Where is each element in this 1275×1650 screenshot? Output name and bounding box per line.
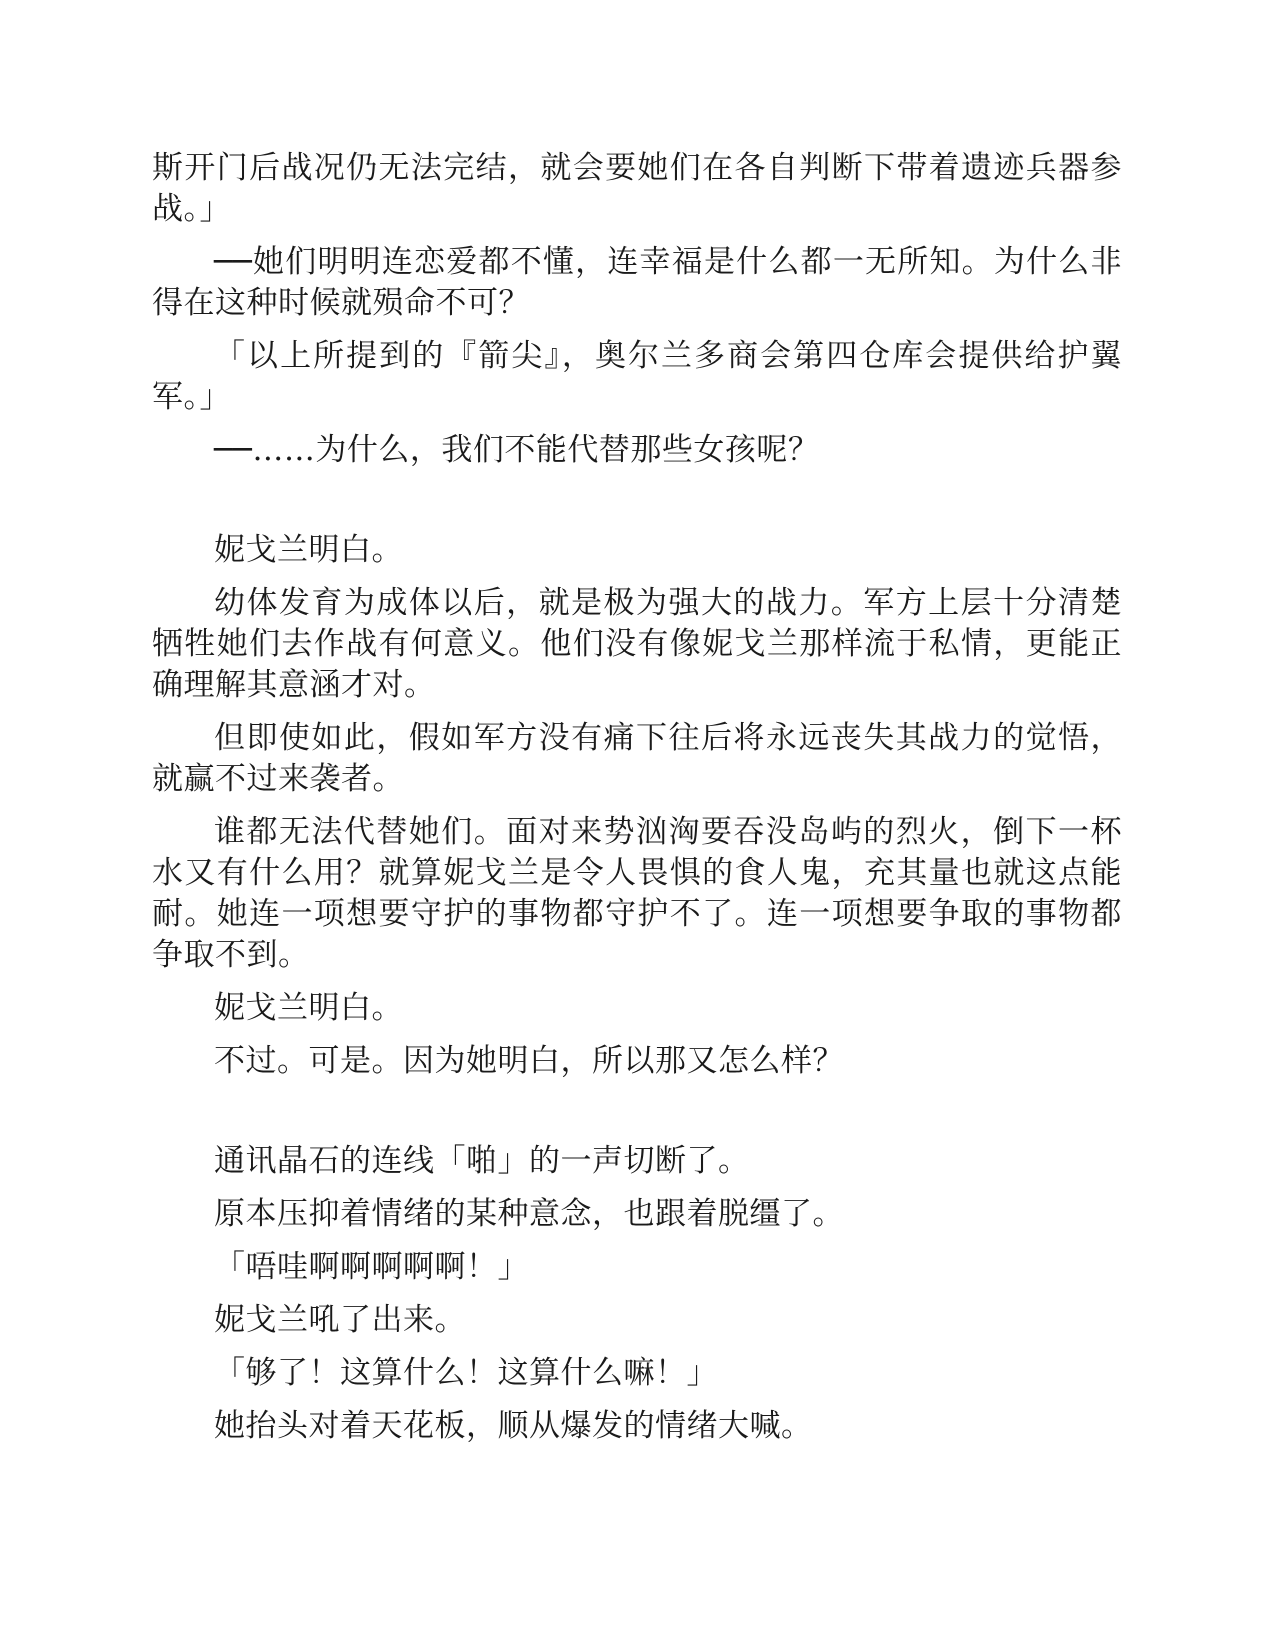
paragraph: 「以上所提到的『箭尖』，奥尔兰多商会第四仓库会提供给护翼军。」 [152, 338, 1122, 415]
paragraph: 幼体发育为成体以后，就是极为强大的战力。军方上层十分清楚牺牲她们去作战有何意义。他们没有像妮戈兰那样流于私情，更能正确理解其意涵才对。 [152, 585, 1122, 703]
paragraph: 斯开门后战况仍无法完结，就会要她们在各自判断下带着遗迹兵器参战。」 [152, 150, 1122, 227]
paragraph: 「够了！这算什么！这算什么嘛！」 [214, 1355, 718, 1391]
paragraph: 妮戈兰明白。 [214, 532, 403, 568]
scene-break [152, 483, 1122, 530]
paragraph: ──她们明明连恋爱都不懂，连幸福是什么都一无所知。为什么非得在这种时候就殒命不可？ [152, 244, 1122, 321]
body-text [152, 148, 1122, 1459]
paragraph: 妮戈兰明白。 [214, 990, 403, 1026]
paragraph: 谁都无法代替她们。面对来势汹洶要吞没岛屿的烈火，倒下一杯水又有什么用？就算妮戈兰是令人畏惧的食人鬼，充其量也就这点能耐。她连一项想要守护的事物都守护不了。连一项想要争取的事物都争取不到。 [152, 814, 1122, 973]
paragraph: 妮戈兰吼了出来。 [214, 1302, 466, 1338]
paragraph: 不过。可是。因为她明白，所以那又怎么样？ [214, 1043, 844, 1079]
scene-break [152, 1094, 1122, 1141]
paragraph: 「唔哇啊啊啊啊啊！」 [214, 1249, 529, 1285]
paragraph: 但即使如此，假如军方没有痛下往后将永远丧失其战力的觉悟，就赢不过来袭者。 [152, 720, 1122, 797]
paragraph: ──……为什么，我们不能代替那些女孩呢？ [214, 432, 820, 468]
paragraph: 她抬头对着天花板，顺从爆发的情绪大喊。 [214, 1408, 813, 1444]
paragraph: 通讯晶石的连线「啪」的一声切断了。 [214, 1143, 750, 1179]
paragraph: 原本压抑着情绪的某种意念，也跟着脱缰了。 [214, 1196, 844, 1232]
